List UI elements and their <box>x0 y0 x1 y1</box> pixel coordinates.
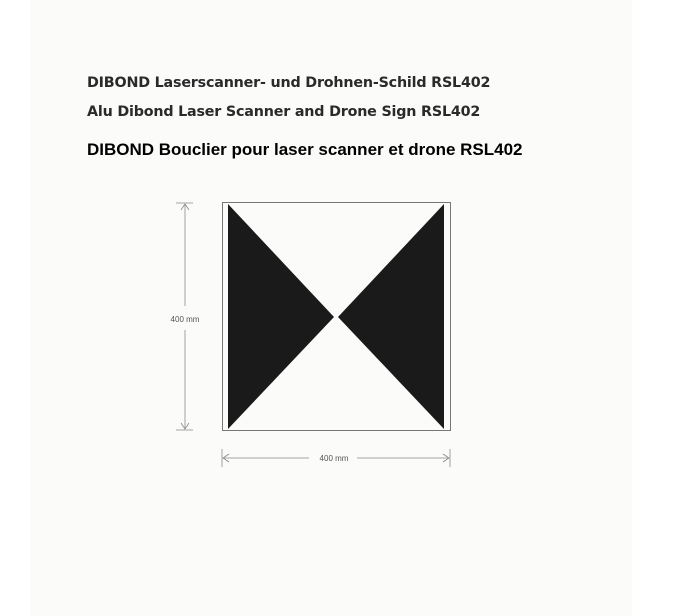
title-english: Alu Dibond Laser Scanner and Drone Sign RSL402 <box>87 104 481 120</box>
title-french: DIBOND Bouclier pour laser scanner et drone RSL402 <box>87 140 523 159</box>
target-right-triangle <box>338 204 444 429</box>
title-german: DIBOND Laserscanner- und Drohnen-Schild RSL402 <box>87 75 491 91</box>
height-label: 400 mm <box>170 315 200 324</box>
target-left-triangle <box>228 204 334 429</box>
height-dimension <box>171 203 200 430</box>
width-dimension <box>222 449 450 467</box>
width-label: 400 mm <box>319 454 349 463</box>
